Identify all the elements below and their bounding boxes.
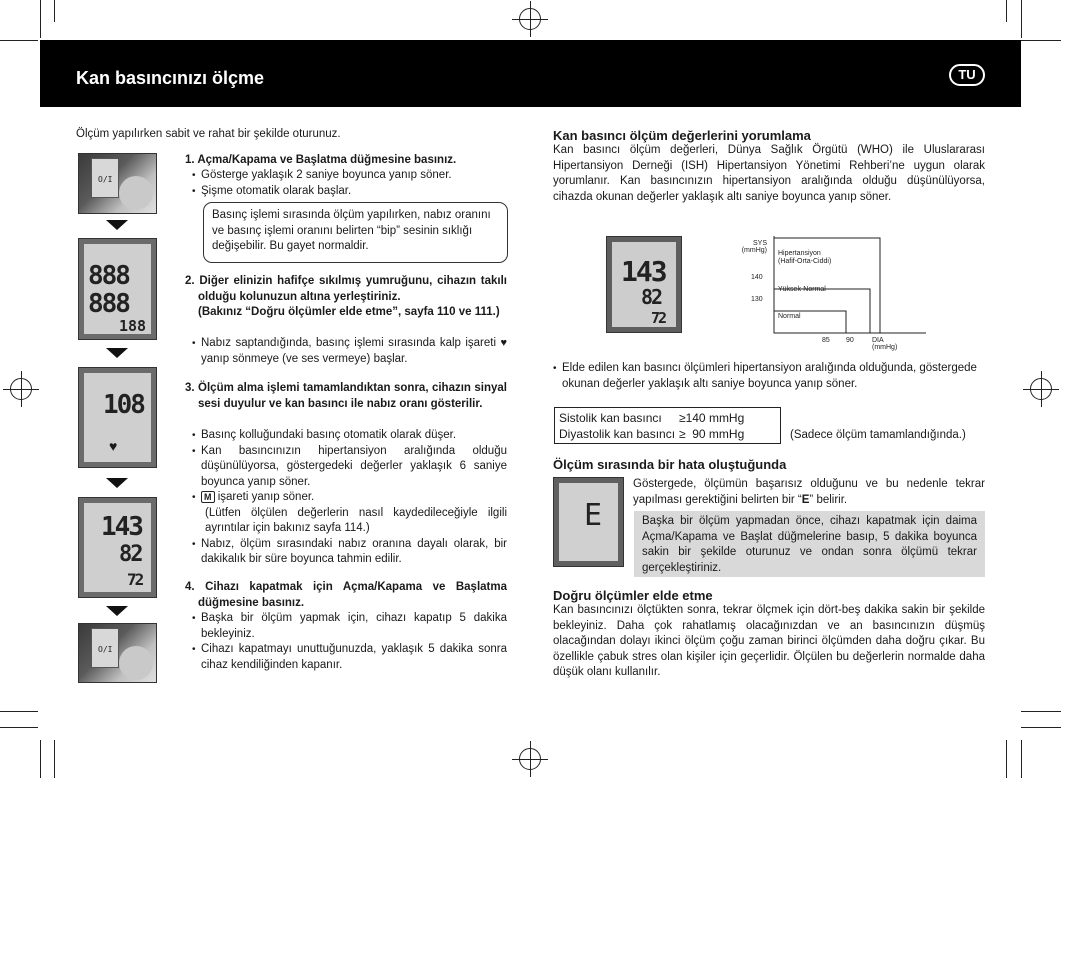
intro-text: Ölçüm yapılırken sabit ve rahat bir şekilde oturunuz. [76, 128, 341, 140]
sys-value: ≥140 mmHg [679, 411, 745, 425]
list-item: • Nabız, ölçüm sırasındaki nabız oranına dayalı olarak, bir dakikalık bir süre boyunca tahmin edilir. [192, 537, 507, 568]
table-row [559, 410, 776, 426]
list-item [192, 490, 507, 537]
y-tick-140: 140 [751, 274, 763, 281]
crop-mark [1006, 0, 1007, 22]
finger-icon [119, 176, 153, 210]
lcd-dia-digits: 82 [641, 285, 662, 309]
y-tick-130: 130 [751, 296, 763, 303]
lcd-sys-digits: 143 [621, 255, 666, 288]
step-1-bullets [192, 168, 507, 199]
lcd-dia-digits: 82 [119, 542, 142, 567]
region-label-high-normal: Yüksek-Normal [778, 286, 826, 293]
lcd-error-display [553, 477, 624, 567]
step-2-reference: (Bakınız “Doğru ölçümler elde etme”, sayfa 110 ve 111.) [198, 306, 500, 318]
registration-mark [1030, 378, 1052, 400]
list-item: • Şişme otomatik olarak başlar. [192, 184, 507, 200]
error-advice-box [634, 511, 985, 577]
registration-mark [519, 8, 541, 30]
step-3-title: 3. Ölçüm alma işlemi tamamlandıktan sonra, cihazın sinyal sesi duyulur ve kan basıncı ile nabız oranı gösterilir. [185, 382, 507, 410]
crop-mark [1021, 0, 1022, 38]
step-2-title: 2. Diğer elinizin hafifçe sıkılmış yumruğunu, cihazın takılı olduğu kolunuzun altına yerleştiriniz. [185, 275, 507, 303]
lcd-result [78, 497, 157, 598]
y-axis-label: SYS (mmHg) [741, 240, 767, 254]
error-code: E [801, 493, 810, 506]
step-1-title: 1. Açma/Kapama ve Başlatma düğmesine basınız. [185, 154, 457, 166]
page-title: Kan basıncınızı ölçme [76, 68, 265, 88]
header-band [40, 40, 1021, 107]
list-item: • Kan basıncınızın hipertansiyon aralığında olduğu düşünülüyorsa, göstergedeki değerler yaklaşık 6 saniye boyunca yanıp söner. [192, 444, 507, 491]
bullet-text: Nabız saptandığında, basınç işlemi sırasında kalp işareti [201, 337, 497, 349]
lcd-pulse-digits: 72 [127, 570, 143, 589]
lcd-inflating [78, 367, 157, 468]
lcd-top-digits: 888 [88, 261, 129, 291]
table-row [559, 426, 776, 442]
down-arrow-icon [106, 478, 128, 488]
crop-mark [1021, 727, 1061, 728]
section-heading-error: Ölçüm sırasında bir hata oluştuğunda [553, 457, 787, 472]
power-button-label: O/I [98, 645, 113, 654]
error-text: Göstergede, ölçümün başarısız olduğunu ve bu nedenle tekrar yapılması gerektiğini belirten bir “ [633, 478, 985, 506]
down-arrow-icon [106, 606, 128, 616]
threshold-table [554, 407, 781, 444]
section-heading-interpret: Kan basıncı ölçüm değerlerini yorumlama [553, 128, 811, 143]
dia-label: Diyastolik kan basıncı [559, 427, 676, 441]
section-heading-correct: Doğru ölçümler elde etme [553, 588, 713, 603]
finger-icon [119, 646, 153, 680]
heart-icon: ♥ [109, 438, 118, 454]
x-tick-85: 85 [822, 337, 830, 344]
bullet-subtext: (Lütfen ölçülen değerlerin nasıl kaydedileceğiyle ilgili ayrıntılar için bakınız sayfa 114.) [205, 506, 507, 534]
lcd-pressure-digits: 108 [103, 390, 144, 420]
list-item: • Başka bir ölçüm yapmak için, cihazı kapatıp 5 dakika bekleyiniz. [192, 611, 507, 642]
lcd-hypertension-example [606, 236, 682, 333]
dia-value: ≥ 90 mmHg [679, 427, 745, 441]
threshold-note: (Sadece ölçüm tamamlandığında.) [790, 429, 966, 441]
step-2-bullets [192, 336, 507, 367]
list-item: • Basınç kolluğundaki basınç otomatik olarak düşer. [192, 428, 507, 444]
device-button-photo [78, 153, 157, 214]
step-3-bullets [192, 428, 507, 568]
x-tick-90: 90 [846, 337, 854, 344]
heart-icon: ♥ [500, 337, 507, 349]
error-glyph: E [584, 498, 603, 533]
region-label-hypertension: Hipertansiyon (Hafif-Orta-Ciddi) [778, 250, 832, 265]
crop-mark [1006, 740, 1007, 778]
registration-mark [519, 748, 541, 770]
down-arrow-icon [106, 220, 128, 230]
lcd-mid-digits: 888 [88, 289, 129, 319]
step-4-title: 4. Cihazı kapatmak için Açma/Kapama ve Başlatma düğmesine basınız. [185, 581, 507, 609]
lcd-all-segments [78, 238, 157, 340]
crop-mark [1021, 40, 1061, 41]
crop-mark [54, 0, 55, 22]
x-axis-label: DIA (mmHg) [872, 337, 898, 351]
bullet-text: işareti yanıp söner. [217, 491, 315, 503]
crop-mark [0, 711, 38, 712]
note-text: Basınç işlemi sırasında ölçüm yapılırken, nabız oranını ve basınç işlemi oranını belirten “bip” sesinin sıklığı değişebilir. Bu gayet normaldir. [212, 209, 491, 252]
device-button-photo [78, 623, 157, 683]
sys-label: Sistolik kan basıncı [559, 411, 662, 425]
crop-mark [0, 727, 38, 728]
correct-paragraph: Kan basıncınızı ölçtükten sonra, tekrar ölçmek için dört-beş dakika sakin bir şekilde bekleyiniz. Daha çok rahatlamış olacağınızdan ve an basıncınızın düşmüş olacağından dolayı ikinci ölçüm çoğu zaman birinci ölçümden daha doğru çıkar. Bu özellikle çabuk stres olan kişiler için geçerlidir. Ölçülen bu değerlerin normalde daha düşük olanı kullanılır. [553, 604, 985, 678]
device-icon [91, 628, 119, 668]
crop-mark [0, 40, 38, 41]
lcd-small-digits: 188 [119, 317, 147, 335]
list-item: • Elde edilen kan basıncı ölçümleri hipertansiyon aralığında olduğunda, göstergede okunan değerler yaklaşık altı saniye boyunca yanıp söner. [553, 361, 985, 392]
crop-mark [40, 0, 41, 38]
language-badge: TU [949, 64, 985, 86]
error-text: ” belirir. [809, 493, 848, 506]
down-arrow-icon [106, 348, 128, 358]
advice-text: Başka bir ölçüm yapmadan önce, cihazı kapatmak için daima Açma/Kapama ve Başlat düğmelerine basıp, 5 dakika boyunca sakin bir şekilde oturunuz ve ondan sonra ölçümü tekrar gerçekleştiriniz. [642, 515, 977, 574]
crop-mark [54, 740, 55, 778]
power-button-label: O/I [98, 175, 113, 184]
hypertension-bullet [553, 361, 985, 392]
interpret-paragraph: Kan basıncı ölçüm değerleri, Dünya Sağlık Örgütü (WHO) ile Uluslararası Hipertansiyon Derneği (ISH) Hipertansiyon Yönetimi Rehberi’ne uygun olarak yorumlanır. Kan basıncınızın hipertansiyon aralığında olduğu düşünülüyorsa, cihazda okunan değerler yaklaşık altı saniye boyunca yanıp söner. [553, 144, 985, 203]
bullet-text: yanıp sönmeye (ve ses vermeye) başlar. [201, 352, 408, 365]
memory-icon: M [201, 491, 215, 503]
crop-mark [1021, 711, 1061, 712]
crop-mark [1021, 740, 1022, 778]
list-item: • Gösterge yaklaşık 2 saniye boyunca yanıp söner. [192, 168, 507, 184]
step-1-note [203, 202, 508, 263]
region-label-normal: Normal [778, 313, 801, 320]
step-4-bullets [192, 611, 507, 673]
list-item [192, 336, 507, 367]
lcd-sys-digits: 143 [101, 512, 142, 542]
lcd-pulse-digits: 72 [651, 309, 666, 327]
error-paragraph [633, 477, 985, 508]
list-item: • Cihazı kapatmayı unuttuğunuzda, yaklaşık 5 dakika sonra cihaz kendiliğinden kapanır. [192, 642, 507, 673]
registration-mark [10, 378, 32, 400]
device-icon [91, 158, 119, 198]
crop-mark [40, 740, 41, 778]
